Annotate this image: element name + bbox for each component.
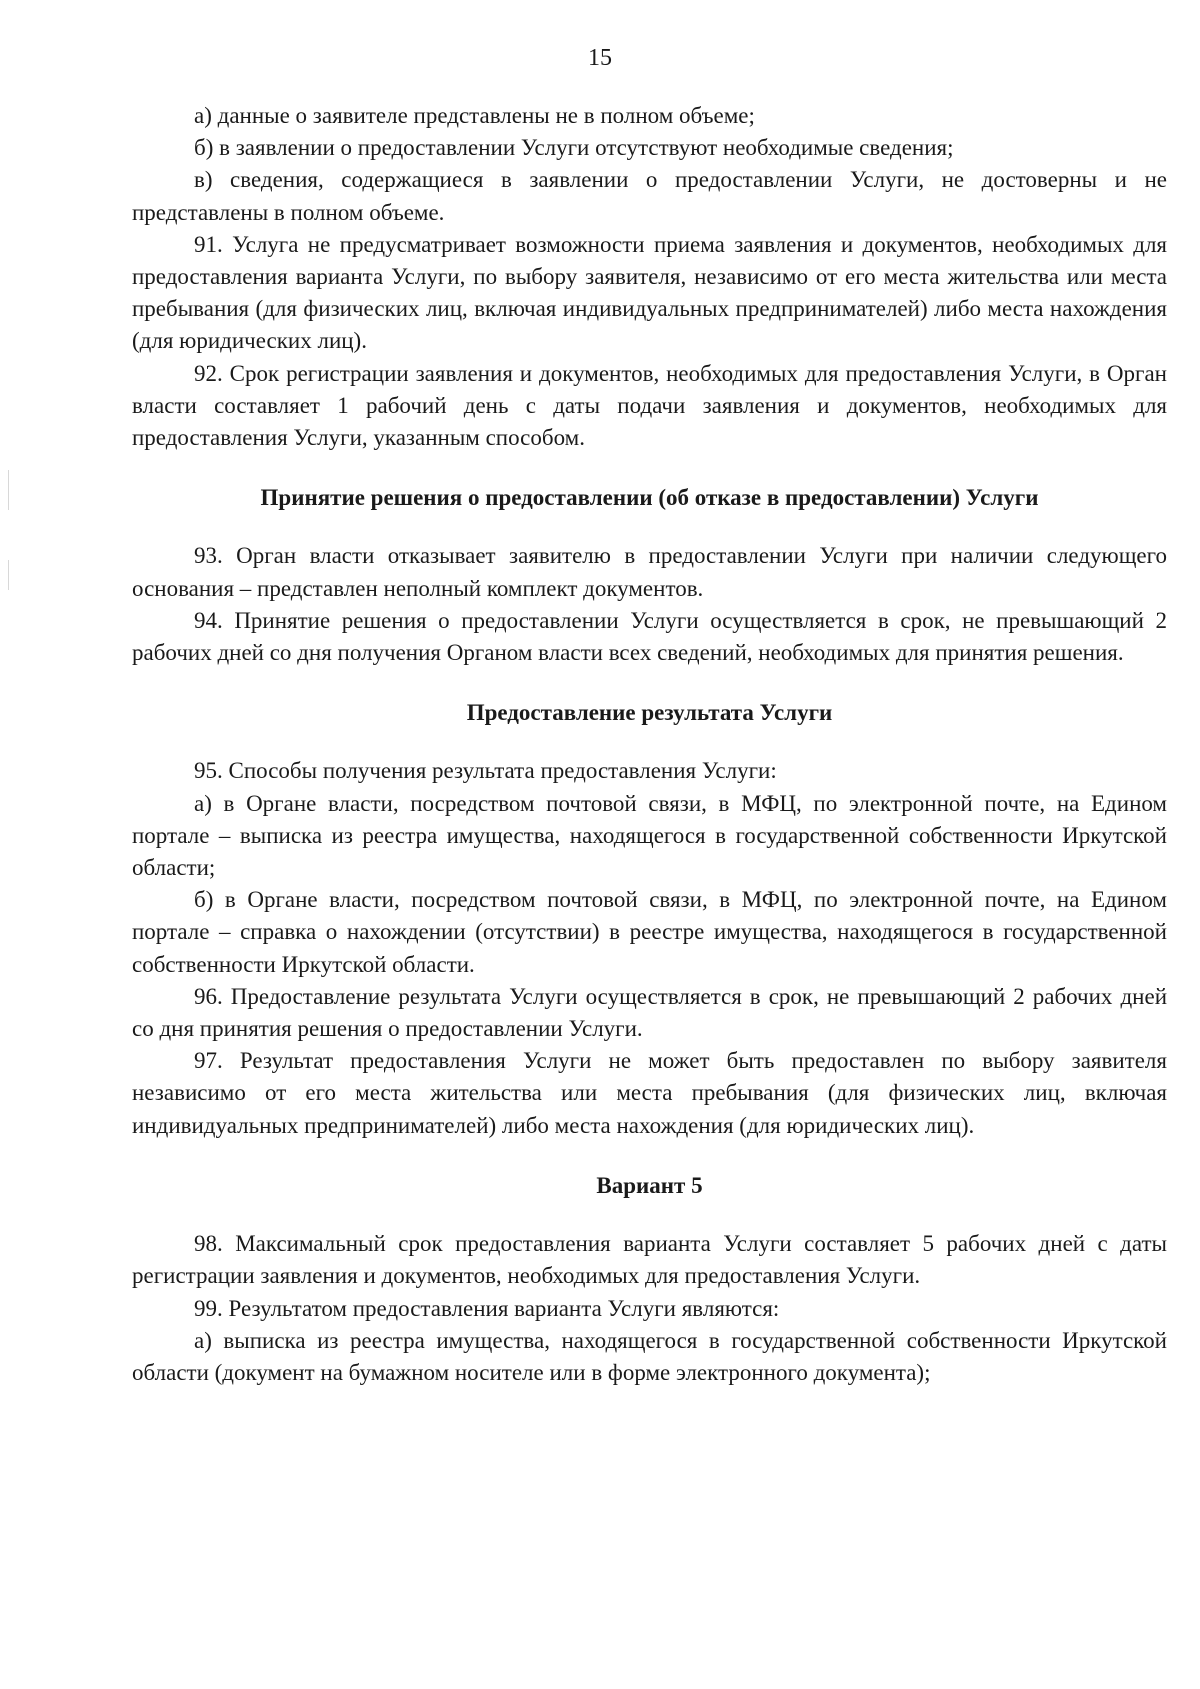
paragraph-95: 95. Способы получения результата предоставления Услуги: bbox=[194, 758, 777, 784]
spacer bbox=[132, 729, 1167, 755]
section-heading-result: Предоставление результата Услуги bbox=[466, 700, 833, 726]
section-heading-variant-5: Вариант 5 bbox=[596, 1172, 703, 1198]
section-heading-decision: Принятие решения о предоставлении (об отказе в предоставлении) Услуги bbox=[260, 485, 1039, 511]
spacer bbox=[132, 1202, 1167, 1228]
spacer bbox=[132, 669, 1167, 697]
paragraph-95-b: б) в Органе власти, посредством почтовой связи, в МФЦ, по электронной почте, на Едином портале – справка о нахождении (отсутствии) в реестре имущества, находящегося в государственной собственности Иркутской области. bbox=[132, 887, 1167, 977]
page-number: 15 bbox=[588, 45, 612, 71]
paragraph-95-a: а) в Органе власти, посредством почтовой связи, в МФЦ, по электронной почте, на Едином портале – выписка из реестра имущества, находящегося в государственной собственности Иркутской области; bbox=[132, 790, 1167, 881]
paragraph-97: 97. Результат предоставления Услуги не может быть предоставлен по выбору заявителя независимо от его места жительства или места пребывания (для физических лиц, включая индивидуальных предпринимателей) либо места нахождения (для юридических лиц). bbox=[132, 1048, 1167, 1138]
document-body bbox=[132, 100, 1167, 1389]
paragraph-item-a: а) данные о заявителе представлены не в полном объеме; bbox=[194, 103, 755, 128]
paragraph-item-b: б) в заявлении о предоставлении Услуги отсутствуют необходимые сведения; bbox=[194, 135, 954, 161]
paragraph-99-a: а) выписка из реестра имущества, находящегося в государственной собственности Иркутской области (документ на бумажном носителе или в форме электронного документа); bbox=[132, 1327, 1167, 1385]
spacer bbox=[132, 514, 1167, 540]
scan-margin-mark bbox=[8, 470, 9, 510]
paragraph-94: 94. Принятие решения о предоставлении Услуги осуществляется в срок, не превышающий 2 рабочих дней со дня получения Органом власти всех сведений, необходимых для принятия решения. bbox=[132, 607, 1167, 666]
paragraph-99: 99. Результатом предоставления варианта Услуги являются: bbox=[194, 1295, 780, 1321]
paragraph-92: 92. Срок регистрации заявления и документов, необходимых для предоставления Услуги, в Орган власти составляет 1 рабочий день с даты подачи заявления и документов, необходимых для предоставления Услуги, указанным способом. bbox=[132, 360, 1167, 451]
paragraph-96: 96. Предоставление результата Услуги осуществляется в срок, не превышающий 2 рабочих дней со дня принятия решения о предоставлении Услуги. bbox=[132, 983, 1167, 1042]
paragraph-98: 98. Максимальный срок предоставления варианта Услуги составляет 5 рабочих дней с даты регистрации заявления и документов, необходимых для предоставления Услуги. bbox=[132, 1231, 1167, 1289]
paragraph-item-v: в) сведения, содержащиеся в заявлении о предоставлении Услуги, не достоверны и не представлены в полном объеме. bbox=[132, 167, 1167, 225]
scan-margin-mark bbox=[8, 560, 9, 590]
paragraph-93: 93. Орган власти отказывает заявителю в предоставлении Услуги при наличии следующего основания – представлен неполный комплект документов. bbox=[132, 543, 1167, 601]
paragraph-91: 91. Услуга не предусматривает возможности приема заявления и документов, необходимых для предоставления варианта Услуги, по выбору заявителя, независимо от его места жительства или места пребывания (для физических лиц, включая индивидуальных предпринимателей) либо места нахождения (для юридических лиц). bbox=[132, 231, 1167, 354]
spacer bbox=[132, 454, 1167, 482]
spacer bbox=[132, 1142, 1167, 1170]
